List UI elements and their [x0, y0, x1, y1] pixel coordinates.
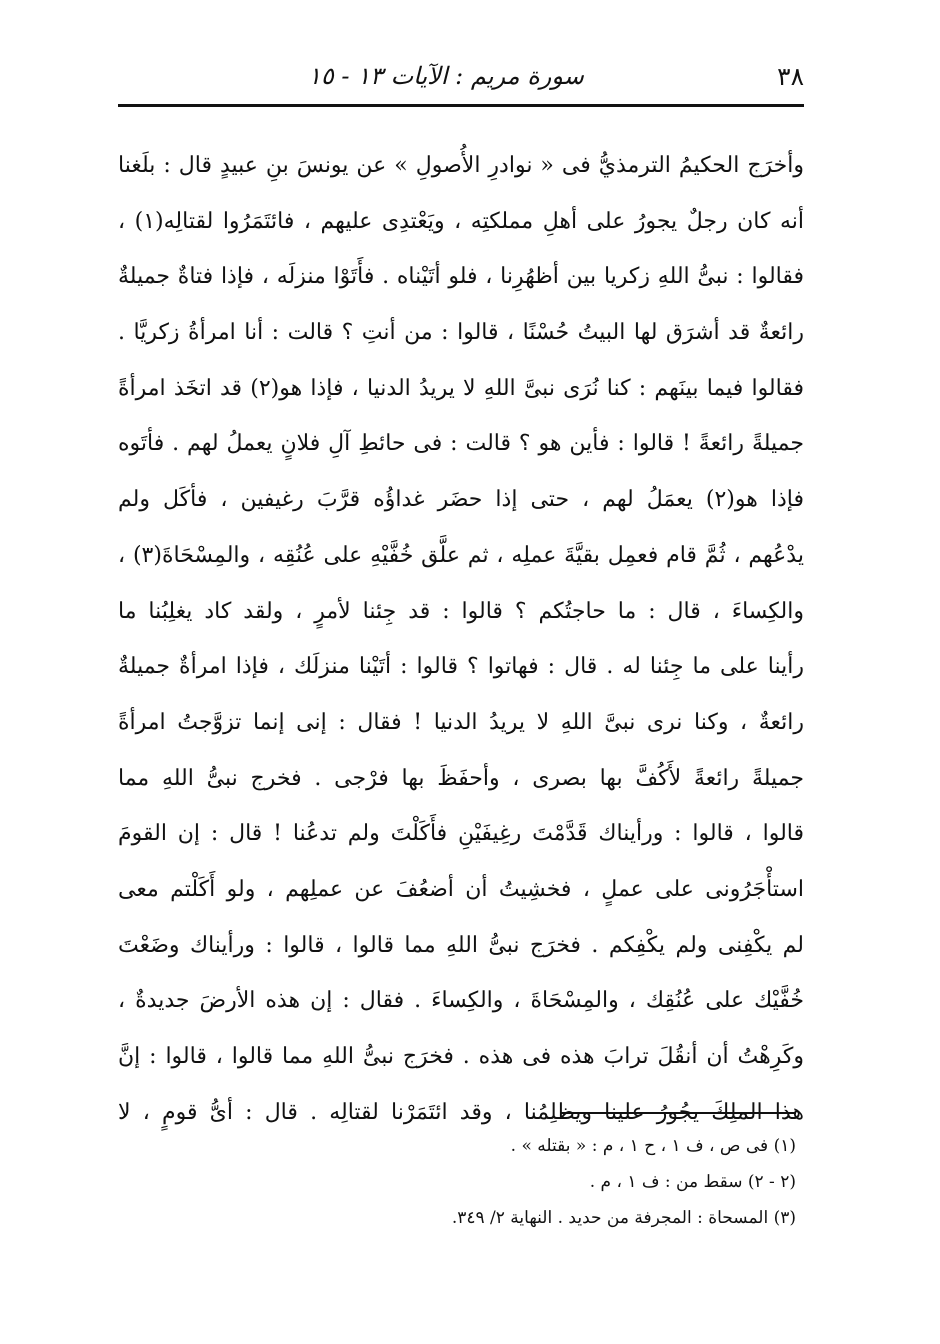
footnote: (٢ - ٢) سقط من : ف ١ ، م . — [589, 1172, 796, 1192]
text-line: وأخرَج الحكيمُ الترمذيُّ فى « نوادرِ الأُصولِ » عن يونسَ بنِ عبيدٍ قال : بلَغنا — [118, 153, 804, 178]
page-number: ٣٨ — [777, 61, 804, 91]
text-line: وكَرِهْتُ أن أنقُلَ ترابَ هذه فى هذه . فخرَج نبىُّ اللهِ مما قالوا ، قالوا : إنَّ — [118, 1044, 804, 1069]
text-line: فقالوا فيما بينَهم : كنا نُرَى نبىَّ اللهِ لا يريدُ الدنيا ، فإذا هو(٢) قد اتخَذ امرأةً — [118, 375, 804, 401]
footnote: (٣) المسحاة : المجرفة من حديد . النهاية ٢/ ٣٤٩. — [451, 1208, 796, 1228]
text-line: جميلةً رائعةً ! قالوا : فأين هو ؟ قالت : فى حائطِ آلِ فلانٍ يعملُ لهم . فأتَوه — [118, 431, 804, 457]
footnote: (١) فى ص ، ف ١ ، ح ١ ، م : « بقتله » . — [510, 1136, 796, 1156]
header-divider — [118, 104, 804, 107]
text-line: هذا الملِكَ يجُورُ علينا ويظلِمُنا ، وقد ائتَمَرْنا لقتالِه . قال : أىُّ قومٍ ، لا — [118, 1099, 804, 1125]
text-line: جميلةً رائعةً لأَكُفَّ بها بصرى ، وأحفَظَ بها فرْجى . فخرج نبىُّ اللهِ مما — [118, 765, 804, 791]
text-line: أنه كان رجلٌ يجورُ على أهلِ مملكتِه ، ويَعْتدِى عليهم ، فائتَمَرُوا لقتالِه(١) ، — [118, 208, 804, 234]
main-text — [118, 138, 804, 1140]
text-line: والكِساءَ ، قال : ما حاجتُكم ؟ قالوا : قد جِئنا لأمرٍ ، ولقد كاد يغلِبُنا ما — [118, 598, 804, 624]
text-line: قالوا ، قالوا : ورأيناك قَدَّمْتَ رغِيفَيْنِ فأَكَلْتَ ولم تدعُنا ! قال : إن القومَ — [118, 821, 804, 847]
text-line: فقالوا : نبىُّ اللهِ زكريا بين أظهُرِنا ، فلو أتَيْناه . فأَتَوْا منزلَه ، فإذا فتاةٌ جميلةٌ — [118, 264, 804, 290]
text-line: رائعةٌ قد أشرَق لها البيتُ حُسْنًا ، قالوا : من أنتِ ؟ قالت : أنا امرأةُ زكريَّا . — [118, 320, 804, 346]
page-header — [118, 56, 804, 96]
footnote-divider — [560, 1112, 796, 1114]
text-line: رأينا على ما جِئنا له . قال : فهاتوا ؟ قالوا : أتَيْنا منزلَك ، فإذا امرأةٌ جميلةٌ — [118, 654, 804, 680]
text-line: استأْجَرُونى على عملٍ ، فخشِيتُ أن أضعُفَ عن عملِهم ، ولو أَكَلْتم معى — [118, 876, 804, 902]
text-line: لم يكْفِنى ولم يكْفِكم . فخرَج نبىُّ اللهِ مما قالوا ، قالوا : ورأيناك وضَعْتَ — [118, 932, 805, 958]
text-line: يدْعُهم ، ثُمَّ قام فعمِل بقيَّةَ عملِه ، ثم علَّق خُفَّيْهِ على عُنُقِه ، والمِسْحَاةَ(٣) ، — [118, 542, 804, 568]
footnotes — [420, 1128, 796, 1236]
text-line: رائعةٌ ، وكنا نرى نبىَّ اللهِ لا يريدُ الدنيا ! فقال : إنى إنما تزوَّجتُ امرأةً — [118, 709, 804, 735]
running-title: سورة مريم : الآيات ١٣ - ١٥ — [308, 62, 584, 90]
text-line: فإذا هو(٢) يعمَلُ لهم ، حتى إذا حضَر غداؤُه قرَّبَ رغيفين ، فأكَل ولم — [118, 487, 804, 513]
text-line: خُفَّيْك على عُنُقِك ، والمِسْحَاةَ ، والكِساءَ . فقال : إن هذه الأرضَ جديدةٌ ، — [118, 988, 804, 1014]
